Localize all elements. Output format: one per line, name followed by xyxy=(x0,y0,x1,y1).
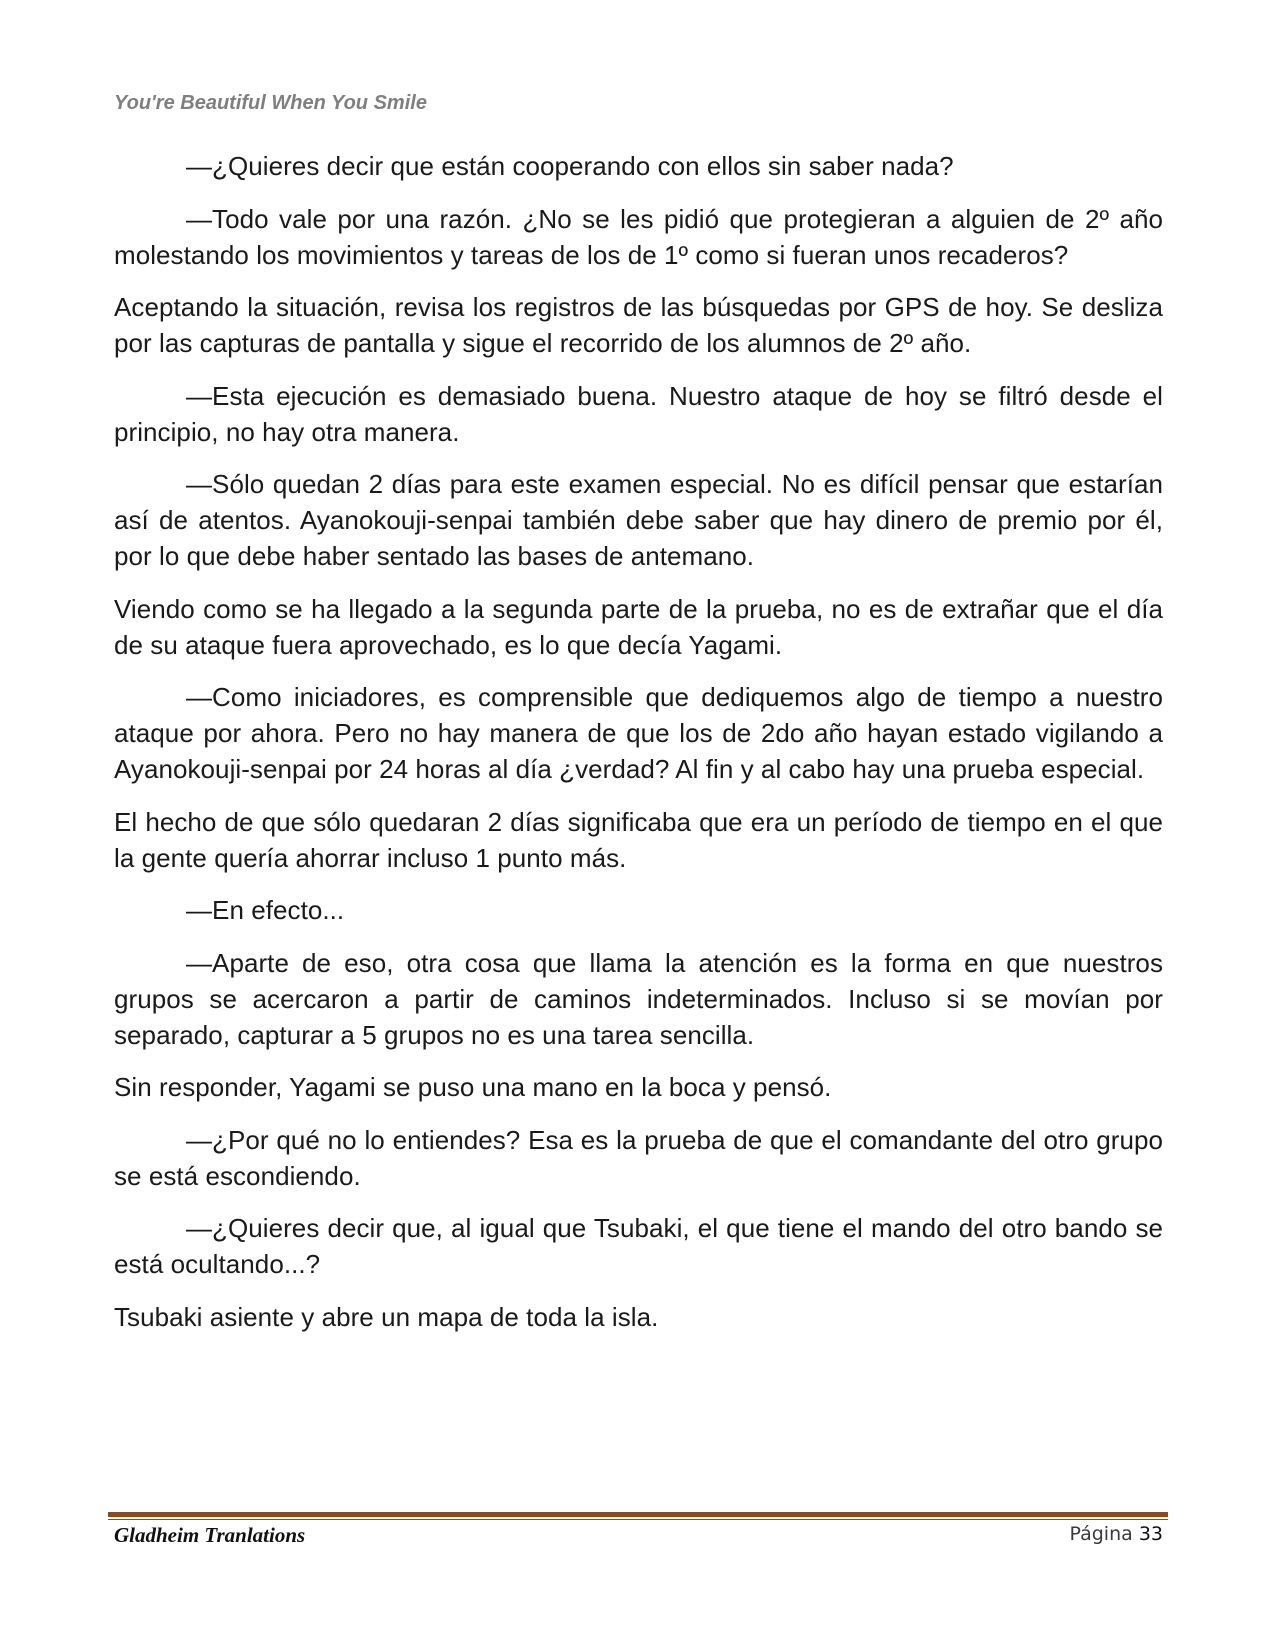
paragraph: Viendo como se ha llegado a la segunda parte de la prueba, no es de extrañar que el día de su ataque fuera aprovechado, es lo que decía Yagami. xyxy=(114,593,1163,660)
page-number-value: 33 xyxy=(1138,1523,1163,1545)
running-header: You're Beautiful When You Smile xyxy=(114,92,427,114)
footer-credit: Gladheim Tranlations xyxy=(114,1523,306,1547)
paragraph: —Esta ejecución es demasiado buena. Nuestro ataque de hoy se filtró desde el principio, no hay otra manera. xyxy=(114,380,1163,447)
body-text xyxy=(114,148,1163,1351)
paragraph: —Sólo quedan 2 días para este examen especial. No es difícil pensar que estarían así de atentos. Ayanokouji-senpai también debe saber que hay dinero de premio por él, por lo que debe haber sentado las bases de antemano. xyxy=(114,469,1163,571)
paragraph: Sin responder, Yagami se puso una mano en la boca y pensó. xyxy=(114,1072,832,1102)
paragraph: —¿Quieres decir que, al igual que Tsubaki, el que tiene el mando del otro bando se está ocultando...? xyxy=(114,1213,1163,1279)
footer-divider-thick xyxy=(108,1512,1168,1517)
paragraph: —Como iniciadores, es comprensible que dediquemos algo de tiempo a nuestro ataque por ahora. Pero no hay manera de que los de 2do año hayan estado vigilando a Ayanokouji-senpai por 24 horas al día ¿verdad? Al fin y al cabo hay una prueba especial. xyxy=(114,682,1163,784)
page-label: Página xyxy=(1069,1523,1133,1545)
paragraph: Tsubaki asiente y abre un mapa de toda la isla. xyxy=(114,1301,659,1332)
paragraph: —¿Quieres decir que están cooperando con ellos sin saber nada? xyxy=(186,151,954,181)
footer-divider xyxy=(108,1512,1168,1520)
paragraph: Aceptando la situación, revisa los registros de las búsquedas por GPS de hoy. Se desliza por las capturas de pantalla y sigue el recorrido de los alumnos de 2º año. xyxy=(114,292,1163,358)
page-number xyxy=(1069,1523,1163,1545)
footer-divider-thin xyxy=(108,1519,1168,1520)
paragraph: —Todo vale por una razón. ¿No se les pidió que protegieran a alguien de 2º año molestando los movimientos y tareas de los de 1º como si fueran unos recaderos? xyxy=(114,203,1163,270)
paragraph: —En efecto... xyxy=(186,895,345,925)
paragraph: —Aparte de eso, otra cosa que llama la atención es la forma en que nuestros grupos se acercaron a partir de caminos indeterminados. Incluso si se movían por separado, capturar a 5 grupos no es una tarea sencilla. xyxy=(114,947,1163,1050)
paragraph: —¿Por qué no lo entiendes? Esa es la prueba de que el comandante del otro grupo se está escondiendo. xyxy=(114,1124,1163,1191)
paragraph: El hecho de que sólo quedaran 2 días significaba que era un período de tiempo en el que la gente quería ahorrar incluso 1 punto más. xyxy=(114,806,1163,873)
